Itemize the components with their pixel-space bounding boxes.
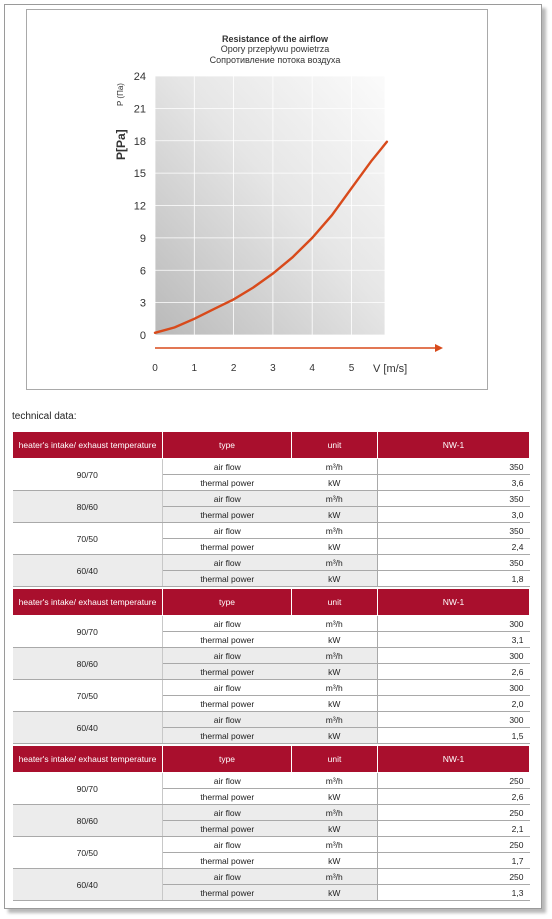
y-tick-label: 18: [133, 135, 146, 148]
unit-cell: m³/h: [292, 616, 378, 632]
table-row: [13, 523, 530, 539]
unit-cell: m³/h: [292, 869, 378, 885]
table-row: [13, 773, 530, 789]
y-axis-label-ru: P (Па): [116, 83, 125, 106]
table-row: [13, 805, 530, 821]
x-tick-label: 4: [309, 363, 315, 374]
value-cell: 3,1: [378, 632, 530, 648]
unit-cell: kW: [292, 696, 378, 712]
unit-cell: kW: [292, 789, 378, 805]
unit-cell: m³/h: [292, 459, 378, 475]
type-cell: thermal power: [163, 853, 292, 869]
x-tick-label: 1: [191, 363, 198, 374]
value-cell: 300: [378, 616, 530, 632]
temperature-cell: 70/50: [13, 680, 163, 712]
type-cell: air flow: [163, 805, 292, 821]
type-cell: thermal power: [163, 571, 292, 587]
header-model: NW-1: [378, 432, 530, 459]
type-cell: thermal power: [163, 632, 292, 648]
unit-cell: m³/h: [292, 805, 378, 821]
temperature-cell: 80/60: [13, 805, 163, 837]
value-cell: 250: [378, 805, 530, 821]
temperature-cell: 90/70: [13, 459, 163, 491]
header-type: type: [163, 589, 292, 616]
type-cell: thermal power: [163, 789, 292, 805]
technical-data-title: technical data:: [12, 411, 77, 422]
header-type: type: [163, 746, 292, 773]
table-row: [13, 680, 530, 696]
temperature-cell: 60/40: [13, 555, 163, 587]
header-unit: unit: [292, 589, 378, 616]
type-cell: thermal power: [163, 507, 292, 523]
type-cell: air flow: [163, 680, 292, 696]
unit-cell: kW: [292, 853, 378, 869]
technical-data-table: [12, 431, 530, 587]
unit-cell: m³/h: [292, 491, 378, 507]
header-model: NW-1: [378, 589, 530, 616]
y-tick-label: 21: [133, 103, 146, 116]
unit-cell: m³/h: [292, 648, 378, 664]
value-cell: 350: [378, 491, 530, 507]
y-tick-label: 24: [133, 71, 146, 83]
value-cell: 2,6: [378, 664, 530, 680]
type-cell: air flow: [163, 616, 292, 632]
unit-cell: kW: [292, 821, 378, 837]
type-cell: thermal power: [163, 696, 292, 712]
temperature-cell: 60/40: [13, 869, 163, 901]
value-cell: 300: [378, 680, 530, 696]
type-cell: thermal power: [163, 728, 292, 744]
value-cell: 1,7: [378, 853, 530, 869]
type-cell: thermal power: [163, 539, 292, 555]
header-temperature: heater's intake/ exhaust temperature: [13, 589, 163, 616]
y-tick-label: 0: [139, 330, 146, 342]
table-row: [13, 837, 530, 853]
x-tick-label: 2: [230, 363, 237, 374]
type-cell: air flow: [163, 869, 292, 885]
unit-cell: kW: [292, 539, 378, 555]
airflow-resistance-chart: [27, 10, 487, 389]
temperature-cell: 80/60: [13, 648, 163, 680]
value-cell: 3,6: [378, 475, 530, 491]
unit-cell: kW: [292, 571, 378, 587]
unit-cell: m³/h: [292, 837, 378, 853]
unit-cell: kW: [292, 728, 378, 744]
value-cell: 2,6: [378, 789, 530, 805]
header-temperature: heater's intake/ exhaust temperature: [13, 432, 163, 459]
value-cell: 1,3: [378, 885, 530, 901]
unit-cell: kW: [292, 507, 378, 523]
table-header-row: [13, 746, 530, 773]
y-tick-label: 6: [139, 265, 146, 278]
table-row: [13, 491, 530, 507]
chart-panel: [26, 9, 488, 390]
header-unit: unit: [292, 746, 378, 773]
header-type: type: [163, 432, 292, 459]
header-unit: unit: [292, 432, 378, 459]
unit-cell: m³/h: [292, 773, 378, 789]
x-axis-label: V [m/s]: [373, 363, 408, 375]
chart-title: Resistance of the airflow: [221, 34, 329, 44]
y-tick-label: 15: [133, 168, 146, 181]
y-tick-label: 12: [133, 200, 146, 213]
chart-subtitle-pl: Opory przepływu powietrza: [220, 44, 330, 54]
value-cell: 1,8: [378, 571, 530, 587]
table-header-row: [13, 432, 530, 459]
value-cell: 250: [378, 869, 530, 885]
type-cell: air flow: [163, 712, 292, 728]
type-cell: thermal power: [163, 821, 292, 837]
unit-cell: m³/h: [292, 712, 378, 728]
type-cell: air flow: [163, 555, 292, 571]
unit-cell: kW: [292, 664, 378, 680]
table-row: [13, 555, 530, 571]
temperature-cell: 70/50: [13, 523, 163, 555]
table-row: [13, 712, 530, 728]
y-tick-label: 3: [139, 297, 146, 310]
temperature-cell: 70/50: [13, 837, 163, 869]
value-cell: 250: [378, 837, 530, 853]
value-cell: 300: [378, 648, 530, 664]
value-cell: 250: [378, 773, 530, 789]
table-row: [13, 616, 530, 632]
value-cell: 1,5: [378, 728, 530, 744]
value-cell: 3,0: [378, 507, 530, 523]
unit-cell: m³/h: [292, 555, 378, 571]
type-cell: air flow: [163, 837, 292, 853]
temperature-cell: 90/70: [13, 616, 163, 648]
type-cell: air flow: [163, 773, 292, 789]
type-cell: thermal power: [163, 885, 292, 901]
value-cell: 350: [378, 523, 530, 539]
type-cell: thermal power: [163, 475, 292, 491]
type-cell: air flow: [163, 491, 292, 507]
unit-cell: kW: [292, 475, 378, 491]
unit-cell: m³/h: [292, 523, 378, 539]
temperature-cell: 60/40: [13, 712, 163, 744]
unit-cell: m³/h: [292, 680, 378, 696]
type-cell: air flow: [163, 459, 292, 475]
chart-subtitle-ru: Сопротивление потока воздуха: [209, 55, 341, 65]
temperature-cell: 80/60: [13, 491, 163, 523]
header-model: NW-1: [378, 746, 530, 773]
technical-data-table: [12, 745, 530, 901]
value-cell: 350: [378, 555, 530, 571]
value-cell: 2,1: [378, 821, 530, 837]
table-row: [13, 459, 530, 475]
temperature-cell: 90/70: [13, 773, 163, 805]
x-axis-arrowhead: [435, 344, 443, 352]
value-cell: 2,4: [378, 539, 530, 555]
unit-cell: kW: [292, 632, 378, 648]
type-cell: thermal power: [163, 664, 292, 680]
x-tick-label: 0: [152, 363, 158, 374]
x-tick-label: 5: [348, 363, 355, 374]
type-cell: air flow: [163, 523, 292, 539]
header-temperature: heater's intake/ exhaust temperature: [13, 746, 163, 773]
table-row: [13, 648, 530, 664]
table-header-row: [13, 589, 530, 616]
type-cell: air flow: [163, 648, 292, 664]
value-cell: 300: [378, 712, 530, 728]
y-axis-label: P[Pa]: [114, 129, 128, 160]
x-tick-label: 3: [270, 363, 276, 374]
table-row: [13, 869, 530, 885]
unit-cell: kW: [292, 885, 378, 901]
technical-data-table: [12, 588, 530, 744]
value-cell: 2,0: [378, 696, 530, 712]
y-tick-label: 9: [139, 232, 146, 245]
value-cell: 350: [378, 459, 530, 475]
